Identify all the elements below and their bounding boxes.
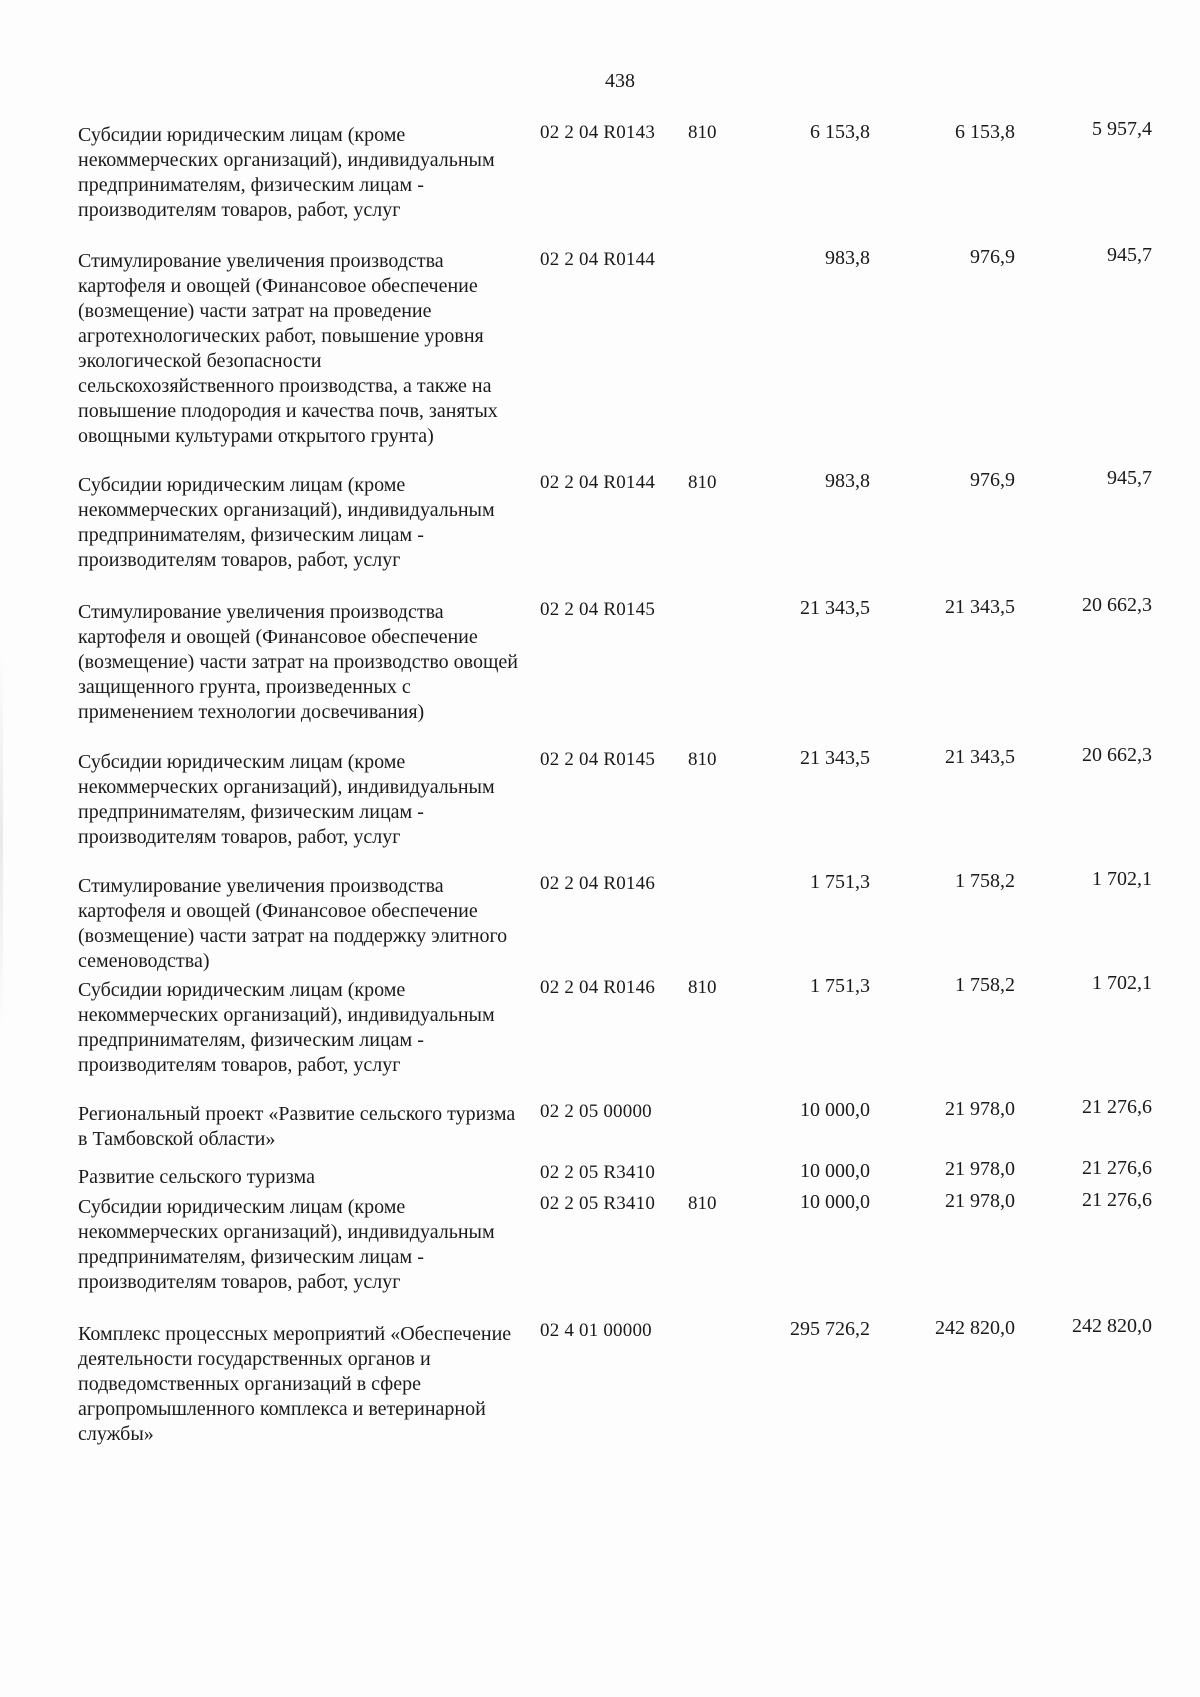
row-value-2: 976,9 [970,469,1015,491]
row-value-2: 6 153,8 [955,121,1015,143]
row-value-1: 10 000,0 [800,1191,870,1213]
row-expense-type: 810 [688,977,717,998]
row-code: 02 2 05 00000 [540,1101,652,1122]
row-expense-type: 810 [688,122,717,143]
row-value-3: 242 820,0 [1072,1315,1152,1337]
row-value-1: 21 343,5 [800,747,870,769]
row-value-1: 1 751,3 [810,871,870,893]
row-description: Субсидии юридическим лицам (кроме некоммерческих организаций), индивидуальным предпринимателям, физическим лицам - производителям товаров, работ, услуг [78,1196,495,1293]
row-value-2: 976,9 [970,246,1015,268]
row-description: Региональный проект «Развитие сельского туризма в Тамбовской области» [78,1103,516,1150]
row-value-1: 10 000,0 [800,1160,870,1182]
row-description: Развитие сельского туризма [78,1166,315,1188]
row-code: 02 2 04 R0145 [540,749,656,770]
row-value-1: 10 000,0 [800,1099,870,1121]
row-value-2: 21 978,0 [945,1158,1015,1180]
row-code: 02 2 04 R0146 [540,977,656,998]
row-value-3: 21 276,6 [1082,1157,1152,1179]
row-code: 02 2 05 R3410 [540,1162,656,1183]
row-value-3: 21 276,6 [1082,1096,1152,1118]
row-value-3: 21 276,6 [1082,1189,1152,1211]
row-description: Стимулирование увеличения производства картофеля и овощей (Финансовое обеспечение (возмещение) части затрат на производство овощей защищенного грунта, произведенных с применением технологии досвечивания) [78,601,518,723]
row-value-3: 20 662,3 [1082,594,1152,616]
row-value-3: 5 957,4 [1092,118,1152,140]
row-expense-type: 810 [688,749,717,770]
row-description: Комплекс процессных мероприятий «Обеспечение деятельности государственных органов и подведомственных организаций в сфере агропромышленного комплекса и ветеринарной службы» [78,1323,512,1445]
row-code: 02 2 04 R0146 [540,873,656,894]
row-value-1: 6 153,8 [810,121,870,143]
row-code: 02 2 04 R0143 [540,122,656,143]
row-description: Субсидии юридическим лицам (кроме некоммерческих организаций), индивидуальным предпринимателям, физическим лицам - производителям товаров, работ, услуг [78,474,495,571]
row-expense-type: 810 [688,472,717,493]
row-description: Стимулирование увеличения производства картофеля и овощей (Финансовое обеспечение (возмещение) части затрат на проведение агротехнологических работ, повышение уровня экологической безопасности сельскохозяйственного производства, а также на повышение плодородия и качества почв, занятых овощными культурами открытого грунта) [78,250,498,447]
row-value-3: 1 702,1 [1092,972,1152,994]
row-code: 02 2 04 R0144 [540,249,656,270]
page-number: 438 [605,70,635,92]
row-expense-type: 810 [688,1193,717,1214]
row-value-1: 983,8 [825,247,870,269]
row-description: Субсидии юридическим лицам (кроме некоммерческих организаций), индивидуальным предпринимателям, физическим лицам - производителям товаров, работ, услуг [78,751,495,848]
row-code: 02 2 05 R3410 [540,1193,656,1214]
row-value-1: 1 751,3 [810,975,870,997]
row-value-1: 983,8 [825,470,870,492]
row-value-2: 1 758,2 [955,974,1015,996]
row-code: 02 4 01 00000 [540,1320,652,1341]
row-value-2: 21 343,5 [945,596,1015,618]
row-value-2: 21 343,5 [945,746,1015,768]
row-description: Субсидии юридическим лицам (кроме некоммерческих организаций), индивидуальным предпринимателям, физическим лицам - производителям товаров, работ, услуг [78,979,495,1076]
row-value-1: 295 726,2 [790,1318,870,1340]
row-value-2: 21 978,0 [945,1098,1015,1120]
row-value-2: 1 758,2 [955,870,1015,892]
row-description: Субсидии юридическим лицам (кроме некоммерческих организаций), индивидуальным предпринимателям, физическим лицам - производителям товаров, работ, услуг [78,124,495,221]
row-description: Стимулирование увеличения производства картофеля и овощей (Финансовое обеспечение (возмещение) части затрат на поддержку элитного семеноводства) [78,875,508,972]
row-value-3: 20 662,3 [1082,744,1152,766]
row-value-1: 21 343,5 [800,597,870,619]
row-value-3: 945,7 [1107,244,1152,266]
row-value-2: 21 978,0 [945,1190,1015,1212]
row-value-3: 945,7 [1107,467,1152,489]
row-value-2: 242 820,0 [935,1317,1015,1339]
row-value-3: 1 702,1 [1092,868,1152,890]
row-code: 02 2 04 R0144 [540,472,656,493]
row-code: 02 2 04 R0145 [540,599,656,620]
scan-edge-artifact [0,650,3,1030]
